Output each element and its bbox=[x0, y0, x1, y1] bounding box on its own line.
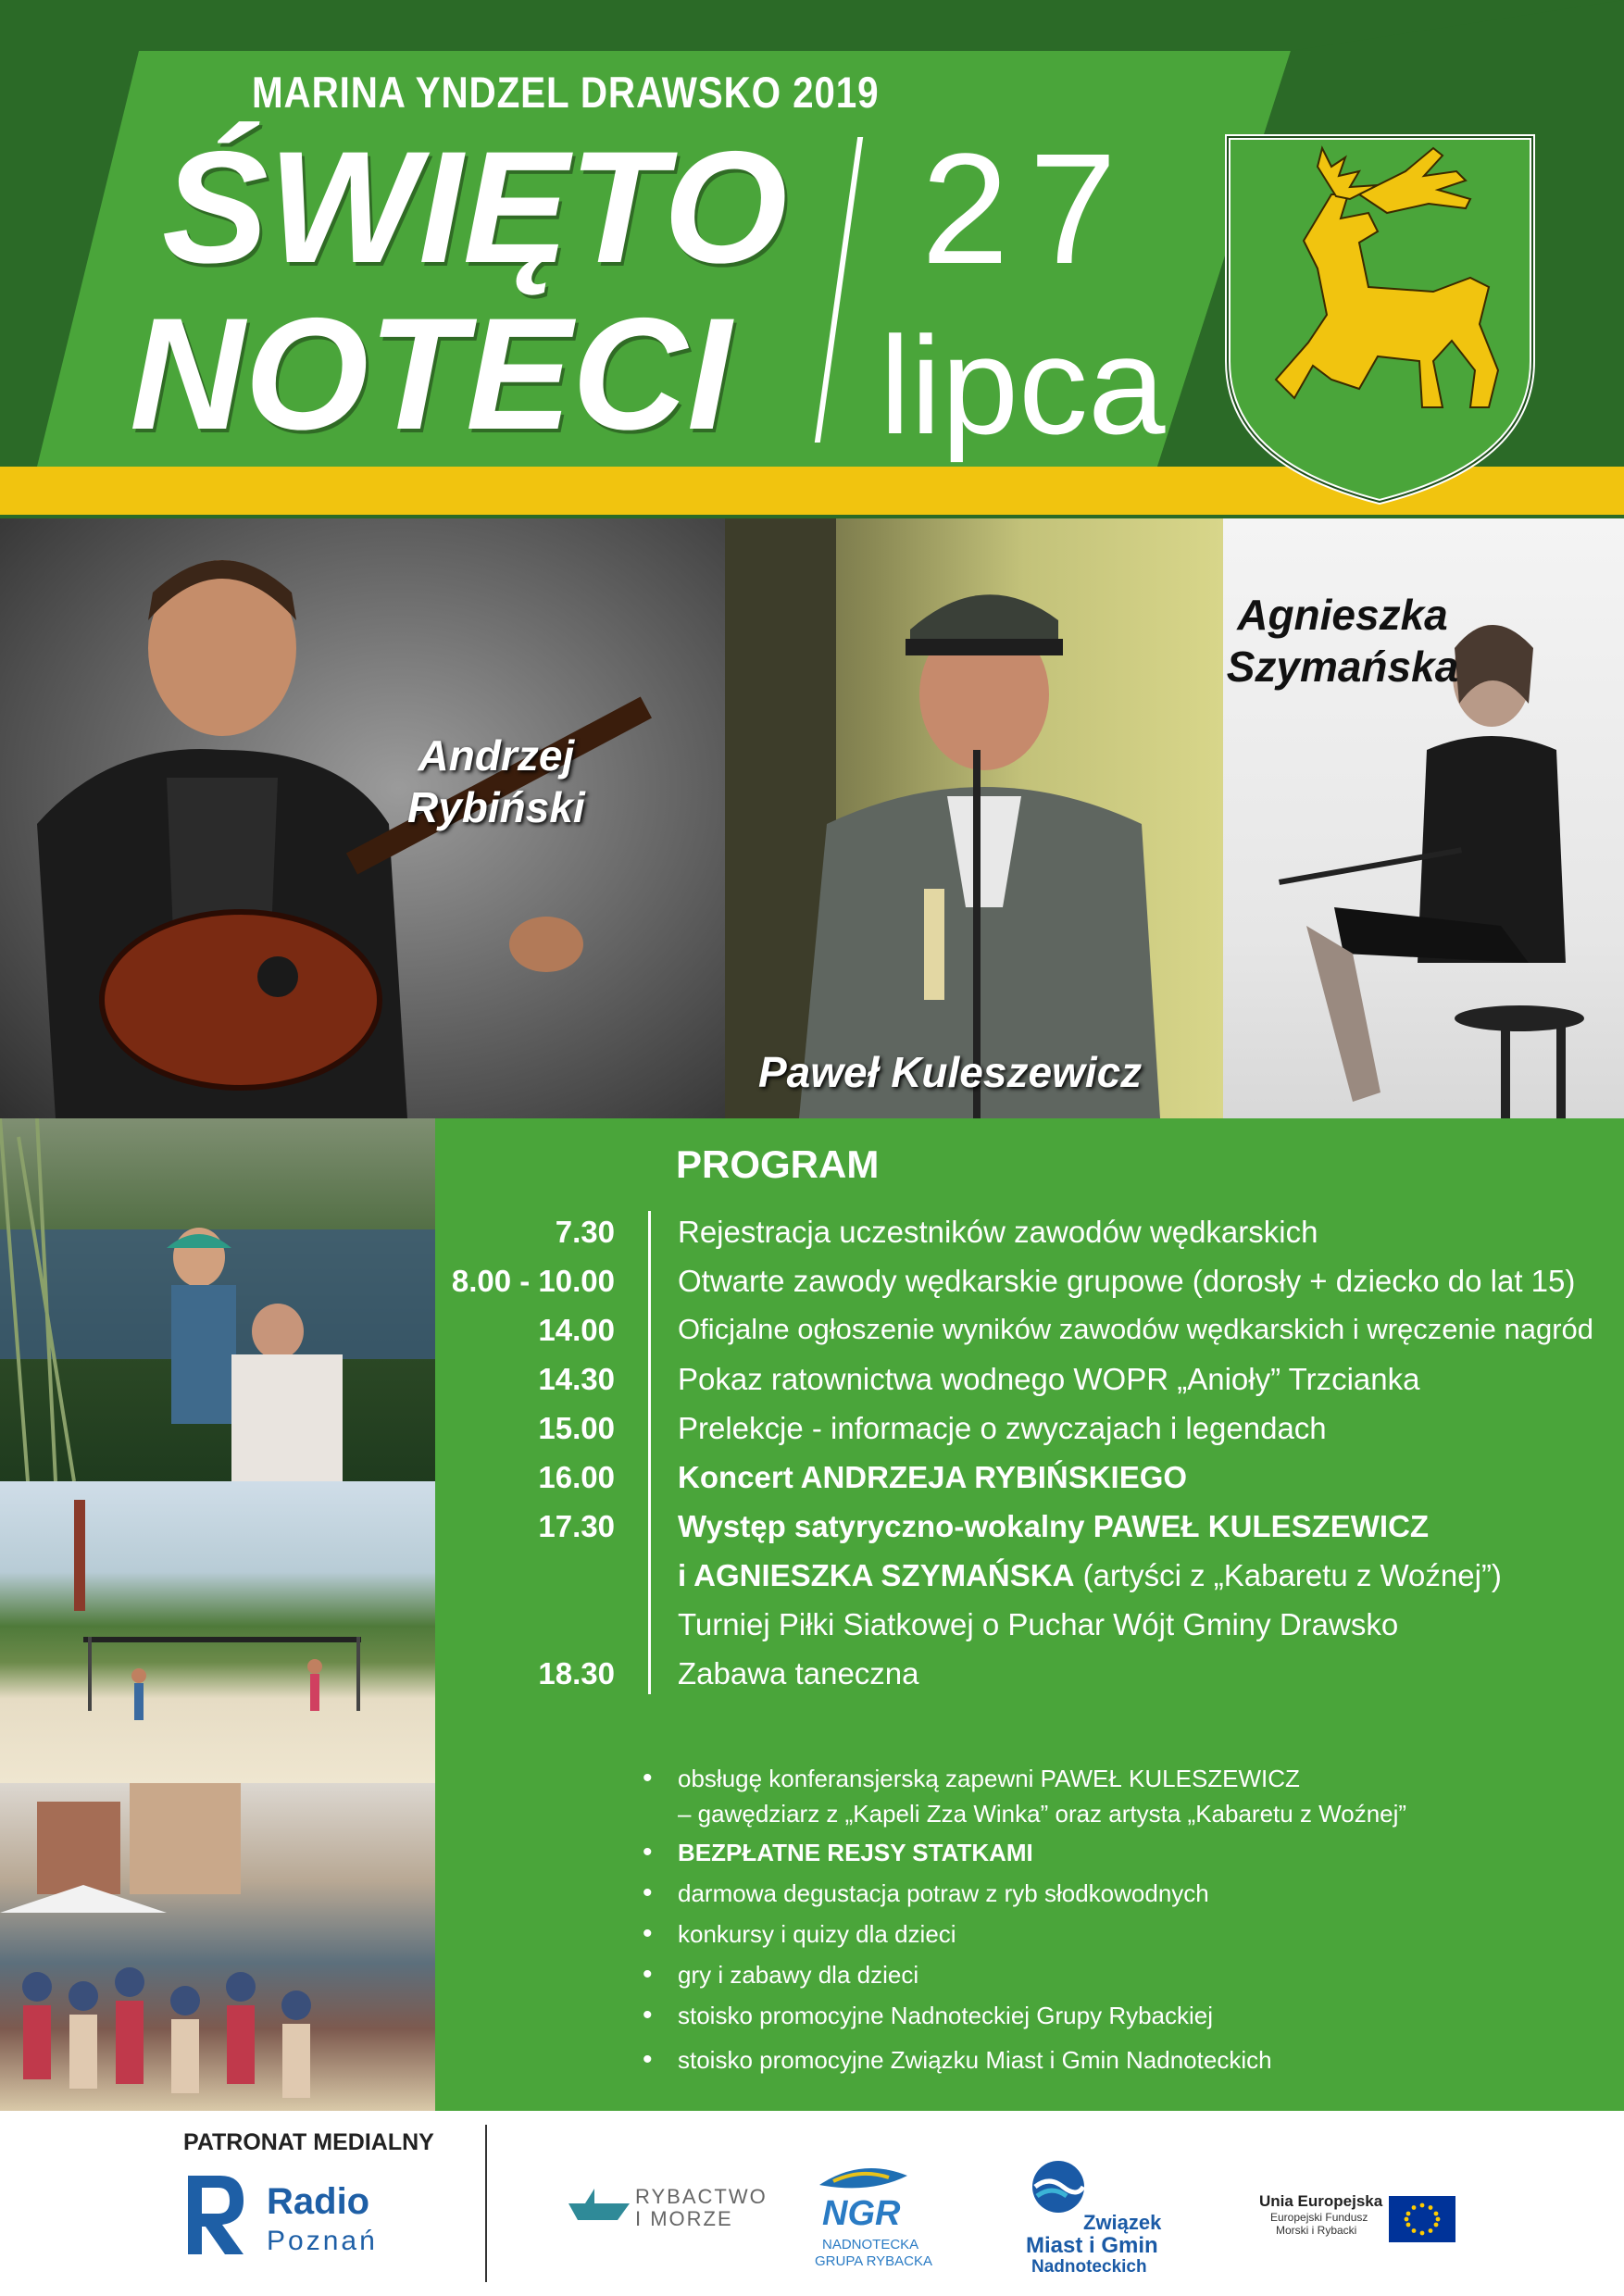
fishing-photo bbox=[0, 1118, 435, 1481]
bullet-text: stoisko promocyjne Nadnoteckiej Grupy Rybackiej bbox=[678, 2002, 1214, 2029]
zwiazek-line3: Nadnoteckich bbox=[1031, 2257, 1147, 2277]
performer-lastname: Szymańska bbox=[1226, 643, 1459, 692]
event-subtitle: MARINA YNDZEL DRAWSKO 2019 bbox=[252, 68, 880, 117]
eu-flag-icon bbox=[1389, 2196, 1455, 2242]
ue-logo-text bbox=[1259, 2192, 1382, 2237]
patronat-label: PATRONAT MEDIALNY bbox=[183, 2129, 434, 2155]
ue-line2: Morski i Rybacki bbox=[1276, 2224, 1357, 2237]
program-event: Otwarte zawody wędkarskie grupowe (dorosły + dziecko do lat 15) bbox=[678, 1264, 1576, 1298]
radio-poznan-logo-icon bbox=[183, 2171, 248, 2259]
program-event: Koncert ANDRZEJA RYBIŃSKIEGO bbox=[678, 1460, 1188, 1494]
program-event: Występ satyryczno-wokalny PAWEŁ KULESZEWICZ bbox=[678, 1509, 1430, 1543]
bullet-text: stoisko promocyjne Związku Miast i Gmin Nadnoteckich bbox=[678, 2046, 1272, 2074]
bullet-text: obsługę konferansjerską zapewni PAWEŁ KULESZEWICZ bbox=[678, 1765, 1300, 1792]
performer-name-andrzej bbox=[407, 730, 585, 833]
bullet-dot: • bbox=[643, 2044, 653, 2075]
program-time: 8.00 - 10.00 bbox=[451, 1264, 615, 1298]
ngr-line1: NADNOTECKA bbox=[822, 2237, 919, 2252]
performer-firstname: Andrzej bbox=[418, 731, 575, 780]
program-event: Rejestracja uczestników zawodów wędkarskich bbox=[678, 1215, 1318, 1249]
event-title-line2: NOTECI bbox=[130, 285, 731, 463]
event-date-day: 27 bbox=[921, 121, 1138, 297]
ngr-short: NGR bbox=[822, 2194, 901, 2233]
program-event: Zabawa taneczna bbox=[678, 1656, 919, 1691]
bullet-dot: • bbox=[643, 1878, 653, 1908]
program-title: PROGRAM bbox=[676, 1142, 880, 1186]
program-time: 14.30 bbox=[538, 1362, 615, 1396]
program-event-bold: i AGNIESZKA SZYMAŃSKA bbox=[678, 1558, 1075, 1592]
program-time: 16.00 bbox=[538, 1460, 615, 1494]
ue-line1: Europejski Fundusz bbox=[1270, 2211, 1368, 2224]
program-time: 15.00 bbox=[538, 1411, 615, 1445]
radio-city: Poznań bbox=[267, 2226, 378, 2256]
performer-photo-pawel bbox=[725, 518, 1223, 1118]
program-event-rest: (artyści z „Kabaretu z Woźnej”) bbox=[1074, 1558, 1502, 1592]
program-time: 14.00 bbox=[538, 1313, 615, 1347]
bullet-text: – gawędziarz z „Kapeli Zza Winka” oraz artysta „Kabaretu z Woźnej” bbox=[678, 1800, 1407, 1828]
bullet-dot: • bbox=[643, 1959, 653, 1990]
deer-coat-of-arms-icon bbox=[1220, 130, 1540, 509]
bullet-text: gry i zabawy dla dzieci bbox=[678, 1961, 919, 1989]
program-event: Turniej Piłki Siatkowej o Puchar Wójt Gminy Drawsko bbox=[678, 1607, 1399, 1641]
header-banner bbox=[0, 0, 1624, 518]
zwiazek-line1: Związek bbox=[1083, 2211, 1162, 2234]
event-date-month: lipca bbox=[880, 307, 1166, 463]
volleyball-photo bbox=[0, 1481, 435, 1783]
radio-name: Radio bbox=[267, 2181, 370, 2222]
bullet-dot: • bbox=[643, 1918, 653, 1949]
bullet-dot: • bbox=[643, 1763, 653, 1793]
performer-photo-strip bbox=[0, 518, 1624, 1118]
performer-name-agnieszka bbox=[1223, 589, 1495, 693]
performer-lastname: Rybiński bbox=[407, 783, 585, 832]
zwiazek-line2: Miast i Gmin bbox=[1026, 2233, 1158, 2258]
program-divider bbox=[648, 1211, 651, 1694]
program-event: Oficjalne ogłoszenie wyników zawodów wędkarskich i wręczenie nagród bbox=[678, 1313, 1594, 1345]
performer-firstname: Agnieszka bbox=[1237, 591, 1448, 639]
program-event: Pokaz ratownictwa wodnego WOPR „Anioły” Trzcianka bbox=[678, 1362, 1420, 1396]
bullet-dot: • bbox=[643, 2000, 653, 2030]
program-time: 7.30 bbox=[555, 1215, 615, 1249]
rybactwo-line2: I MORZE bbox=[635, 2207, 733, 2230]
event-photo-column bbox=[0, 1118, 435, 2111]
footer-divider bbox=[485, 2125, 487, 2282]
ngr-line2: GRUPA RYBACKA bbox=[815, 2253, 932, 2269]
performer-photo-agnieszka bbox=[1223, 518, 1624, 1118]
bullet-dot: • bbox=[643, 1837, 653, 1867]
event-title-line1: ŚWIĘTO bbox=[162, 119, 788, 296]
performer-photo-andrzej bbox=[0, 518, 725, 1118]
program-event bbox=[678, 1558, 1502, 1593]
ue-title: Unia Europejska bbox=[1259, 2192, 1383, 2210]
bullet-text: BEZPŁATNE REJSY STATKAMI bbox=[678, 1839, 1033, 1866]
crowd-photo bbox=[0, 1783, 435, 2111]
program-time: 17.30 bbox=[538, 1509, 615, 1543]
rybactwo-line1: RYBACTWO bbox=[635, 2185, 768, 2208]
bullet-text: konkursy i quizy dla dzieci bbox=[678, 1920, 956, 1948]
fishing-boat-icon bbox=[567, 2185, 631, 2222]
performer-name-pawel: Paweł Kuleszewicz bbox=[758, 1048, 1143, 1096]
program-event: Prelekcje - informacje o zwyczajach i legendach bbox=[678, 1411, 1327, 1445]
wave-circle-icon bbox=[1026, 2159, 1091, 2215]
program-time: 18.30 bbox=[538, 1656, 615, 1691]
bullet-text: darmowa degustacja potraw z ryb słodkowodnych bbox=[678, 1879, 1209, 1907]
